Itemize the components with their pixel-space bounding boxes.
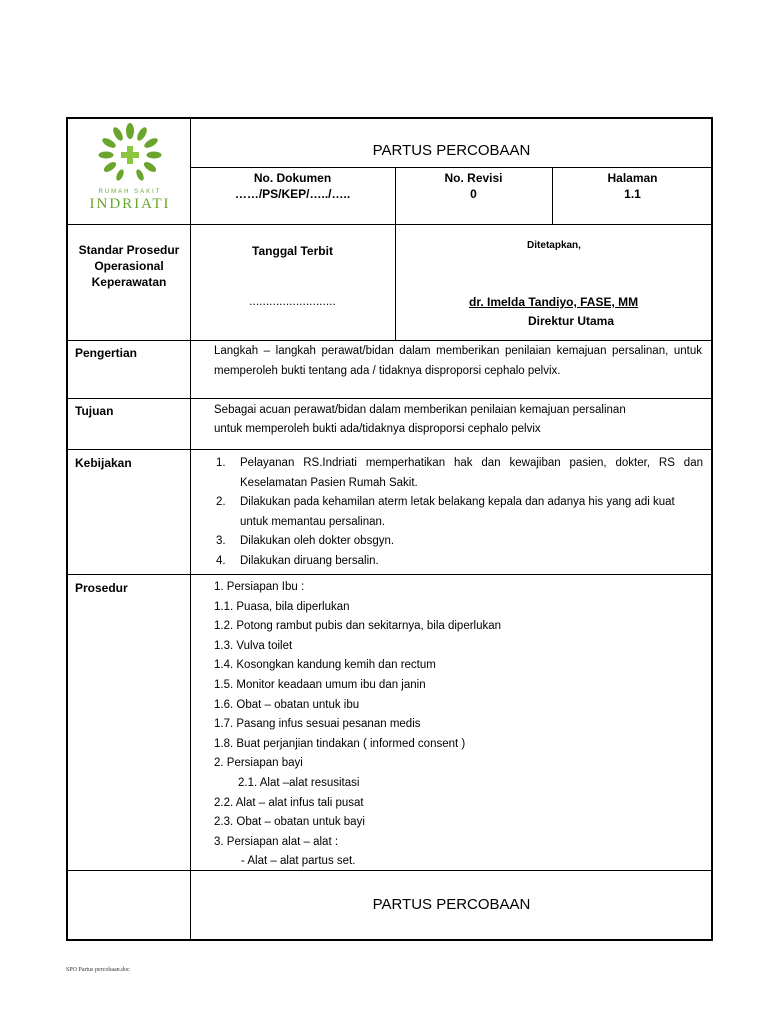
bottom-title: PARTUS PERCOBAAN [372, 896, 531, 913]
kebijakan-text: Pelayanan RS.Indriati memperhatikan hak dan kewajiban pasien, dokter, RS dan Keselamatan Pasien Rumah Sakit. [240, 457, 703, 489]
logo-top-text: RUMAH SAKIT [98, 189, 162, 195]
spo-line-2: Operasional [94, 259, 164, 273]
footer-filename: SPO Partus percobaan.doc [66, 967, 130, 973]
doc-no-label: No. Dokumen [253, 171, 332, 185]
section-label-pengertian: Pengertian [75, 346, 138, 360]
set-by-label: Ditetapkan, [527, 240, 581, 251]
prosedur-item: 1.6. Obat – obatan untuk ibu [214, 698, 360, 711]
kebijakan-num: 4. [216, 554, 226, 567]
prosedur-list [214, 578, 501, 872]
kebijakan-item [216, 552, 703, 572]
issued-date-label: Tanggal Terbit [252, 244, 333, 258]
kebijakan-item [216, 454, 703, 493]
kebijakan-text: Dilakukan pada kehamilan aterm letak belakang kepala dan adanya his yang adi kuat untuk memantau persalinan. [240, 496, 675, 528]
prosedur-item: 2.1. Alat –alat resusitasi [238, 776, 360, 789]
kebijakan-text: Dilakukan diruang bersalin. [240, 554, 379, 567]
prosedur-item: 1.7. Pasang infus sesuai pesanan medis [214, 718, 421, 731]
document-table [66, 117, 713, 941]
doc-no-value: ……/PS/KEP/…../….. [234, 187, 351, 201]
prosedur-item: 1.5. Monitor keadaan umum ibu dan janin [214, 678, 426, 691]
tujuan-line-2: untuk memperoleh bukti ada/tidaknya disproporsi cephalo pelvix [214, 423, 541, 435]
document-title: PARTUS PERCOBAAN [372, 142, 531, 159]
rule-tujuan-bottom [68, 449, 713, 450]
page-value: 1.1 [624, 187, 641, 201]
section-label-tujuan: Tujuan [75, 404, 114, 418]
kebijakan-num: 2. [216, 496, 226, 509]
spo-line-1: Standar Prosedur [78, 243, 180, 257]
kebijakan-item [216, 532, 703, 552]
prosedur-item: 1.2. Potong rambut pubis dan sekitarnya, bila diperlukan [214, 620, 502, 633]
director-name: dr. Imelda Tandiyo, FASE, MM [469, 295, 639, 309]
issued-date-value: .......................... [249, 294, 336, 308]
logo-name: INDRIATI [89, 196, 171, 212]
prosedur-item: 2.3. Obat – obatan untuk bayi [214, 816, 365, 829]
prosedur-item: 1.8. Buat perjanjian tindakan ( informed consent ) [214, 737, 466, 750]
rule-spo-bottom [68, 340, 713, 341]
prosedur-item: 1. Persiapan Ibu : [214, 581, 305, 593]
spo-line-3: Keperawatan [91, 275, 167, 289]
rule-title-bottom [190, 167, 713, 168]
section-label-prosedur: Prosedur [75, 581, 128, 595]
kebijakan-item [216, 493, 703, 532]
rule-kebijakan-bottom [68, 574, 713, 575]
section-label-kebijakan: Kebijakan [75, 456, 132, 470]
kebijakan-list [216, 454, 703, 572]
kebijakan-num: 3. [216, 535, 226, 548]
prosedur-item: 3. Persiapan alat – alat : [214, 835, 339, 848]
prosedur-item: 2.2. Alat – alat infus tali pusat [214, 796, 364, 809]
rule-pengertian-bottom [68, 398, 713, 399]
prosedur-item: - Alat – alat partus set. [241, 855, 356, 868]
revision-value: 0 [470, 187, 477, 201]
hospital-logo [82, 123, 178, 219]
page-label: Halaman [607, 171, 658, 185]
director-title: Direktur Utama [528, 314, 615, 328]
tujuan-line-1: Sebagai acuan perawat/bidan dalam memberikan penilaian kemajuan persalinan [214, 404, 626, 416]
prosedur-item: 1.1. Puasa, bila diperlukan [214, 600, 350, 613]
pengertian-text: Langkah – langkah perawat/bidan dalam memberikan penilaian kemajuan persalinan, untuk memperoleh bukti tentang ada / tidaknya disproporsi cephalo pelvix. [214, 345, 702, 377]
prosedur-item: 1.4. Kosongkan kandung kemih dan rectum [214, 659, 436, 672]
kebijakan-num: 1. [216, 457, 226, 469]
prosedur-item: 2. Persiapan bayi [214, 757, 303, 770]
revision-label: No. Revisi [444, 171, 503, 185]
prosedur-item: 1.3. Vulva toilet [214, 639, 293, 652]
kebijakan-text: Dilakukan oleh dokter obsgyn. [240, 535, 395, 548]
leaf-wreath-icon [82, 123, 178, 183]
rule-header-bottom [68, 224, 713, 225]
